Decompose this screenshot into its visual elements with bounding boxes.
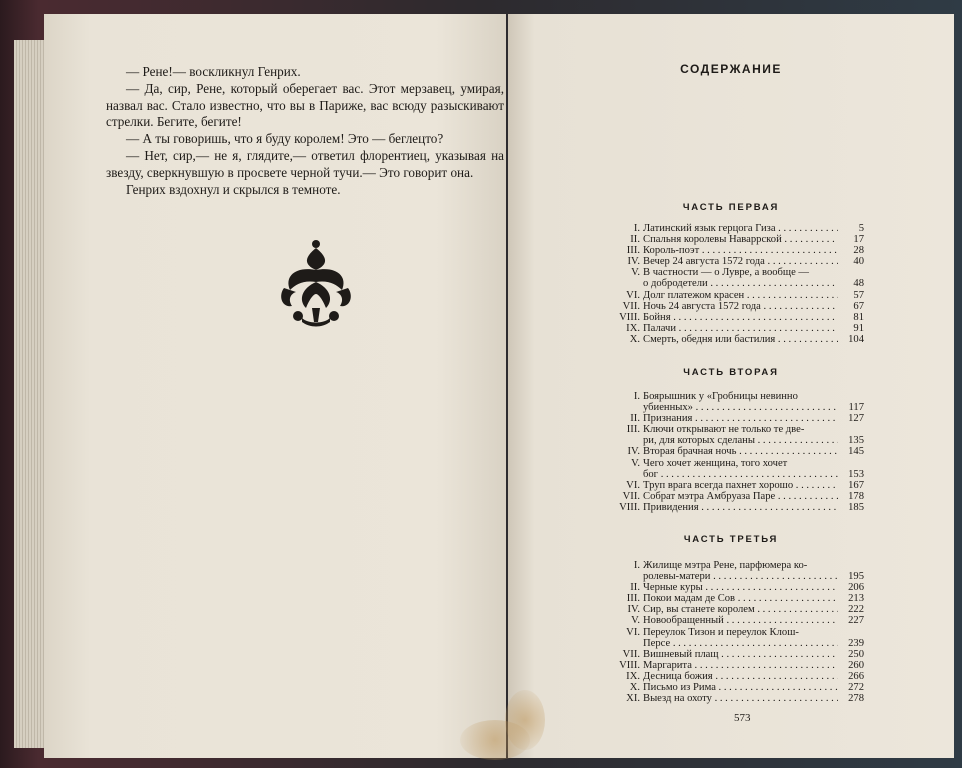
contents-title: СОДЕРЖАНИЕ: [680, 62, 782, 76]
toc-row: V. Чего хочет женщина, того хочет: [631, 457, 788, 469]
toc-row: VII. Ночь 24 августа 1572 года . . . 67: [612, 301, 864, 312]
toc-row: IX. Десница божия . . . 266: [612, 671, 864, 682]
paper-stain: [505, 690, 545, 750]
toc-row: IV. Вторая брачная ночь . . . 145: [612, 446, 864, 457]
toc-row: VI. Долг платежом красен . . . 57: [612, 290, 864, 301]
paragraph: — А ты говоришь, что я буду королем! Это — беглецто?: [126, 131, 444, 147]
toc-row: VIII. Привидения . . . 185: [612, 502, 864, 513]
toc-list: [612, 560, 864, 704]
toc-row: II. Спальня королевы Наваррской . . . 17: [612, 234, 864, 245]
toc-row: V. В частности — о Лувре, а вообще —: [631, 267, 810, 279]
paragraph: — Да, сир, Рене, который оберегает вас. Этот мерзавец, умирая, назвал вас. Стало известно, что вы в Париже, вас всюду разыскивают стрелки. Бегите, бегите!: [106, 80, 504, 130]
toc-row: III. Король-поэт . . . 28: [612, 245, 864, 256]
page-number: 573: [734, 712, 751, 724]
toc-row: ри, для которых сделаны . . . 135: [612, 435, 864, 446]
toc-row: VI. Переулок Тизон и переулок Клош-: [626, 626, 799, 638]
toc-row: X. Смерть, обедня или бастилия . . . 104: [612, 334, 864, 345]
toc-row: X. Письмо из Рима . . . 272: [612, 682, 864, 693]
toc-row: V. Новообращенный . . . 227: [612, 615, 864, 626]
toc-row: VII. Вишневый плащ . . . 250: [612, 649, 864, 660]
toc-row: I. Латинский язык герцога Гиза . . . 5: [612, 223, 864, 234]
toc-list: [612, 223, 864, 345]
right-page: [508, 14, 954, 758]
toc-row: VII. Собрат мэтра Амбруаза Паре . . . 178: [612, 491, 864, 502]
toc-row: I. Боярышник у «Гробницы невинно: [633, 391, 798, 402]
toc-row: IV. Вечер 24 августа 1572 года . . . 40: [612, 256, 864, 267]
paragraph: Генрих вздохнул и скрылся в темноте.: [126, 181, 341, 197]
toc-row: II. Черные куры . . . 206: [612, 582, 864, 593]
toc-row: Персе . . . 239: [612, 638, 864, 649]
part-heading: ЧАСТЬ ТРЕТЬЯ: [683, 534, 779, 545]
toc-row: IX. Палачи . . . 91: [612, 323, 864, 334]
toc-row: III. Ключи открывают не только те две-: [626, 424, 805, 436]
toc-row: VIII. Маргарита . . . 260: [612, 660, 864, 671]
toc-row: ролевы-матери . . . 195: [612, 571, 864, 582]
part-heading: ЧАСТЬ ВТОРАЯ: [683, 367, 779, 378]
toc-row: о добродетели . . . 48: [612, 278, 864, 289]
toc-row: VIII. Бойня . . . 81: [612, 312, 864, 323]
floral-ornament-icon: [276, 236, 356, 328]
toc-row: XI. Выезд на охоту . . . 278: [612, 693, 864, 704]
paragraph: — Нет, сир,— не я, глядите,— ответил флорентиец, указывая на звезду, сверкнувшую в просвете черной тучи.— Это говорит она.: [106, 147, 504, 180]
toc-row: бог . . . 153: [612, 469, 864, 480]
toc-row: VI. Труп врага всегда пахнет хорошо . . . 167: [612, 480, 864, 491]
toc-list: [612, 391, 864, 513]
toc-row: убиенных» . . . 117: [612, 402, 864, 413]
toc-row: III. Покои мадам де Сов . . . 213: [612, 593, 864, 604]
story-text: [106, 64, 504, 198]
part-heading: ЧАСТЬ ПЕРВАЯ: [682, 202, 780, 213]
paragraph: — Рене!— воскликнул Генрих.: [126, 64, 301, 79]
toc-row: I. Жилище мэтра Рене, парфюмера ко-: [633, 560, 808, 571]
page-edges: [14, 40, 44, 748]
toc-row: II. Признания . . . 127: [612, 413, 864, 424]
left-page: [44, 14, 506, 758]
toc-row: IV. Сир, вы станете королем . . . 222: [612, 604, 864, 615]
